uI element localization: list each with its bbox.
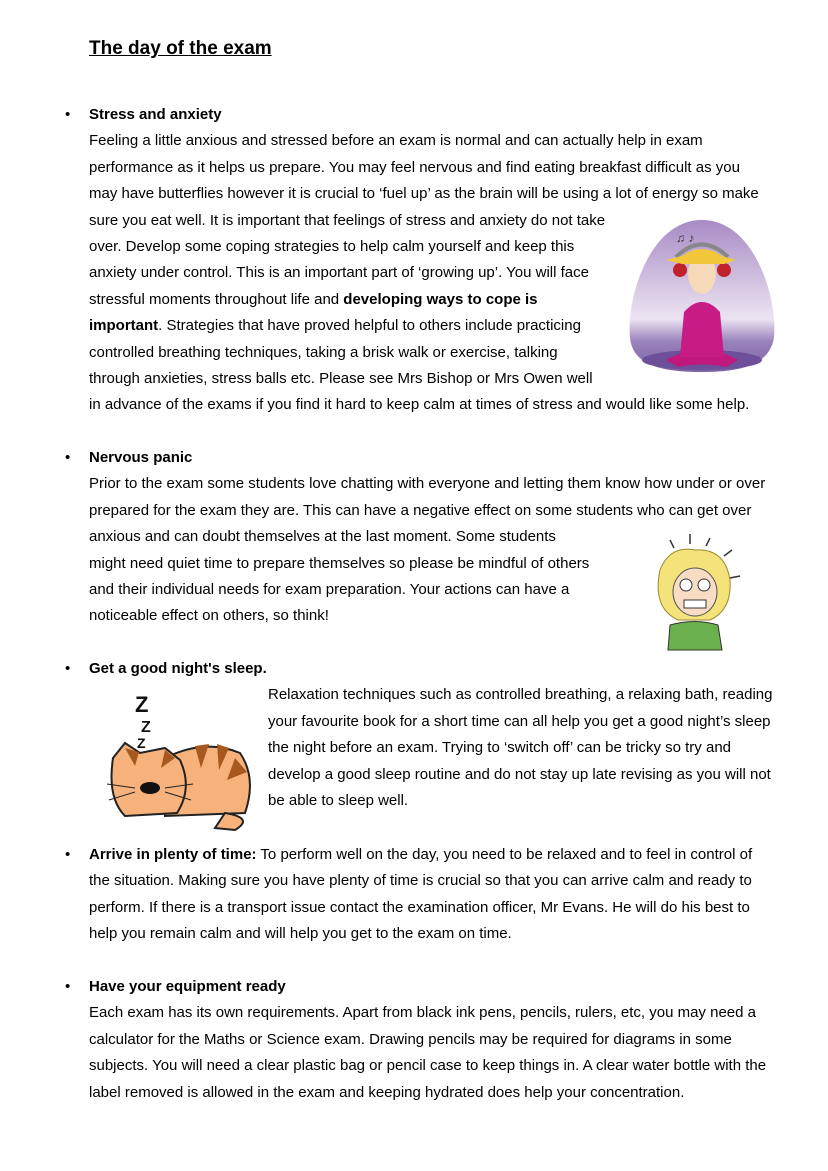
text: your favourite book for a short time can all help you get a good night’s sleep xyxy=(268,712,771,730)
text: Relaxation techniques such as controlled breathing, a relaxing bath, reading xyxy=(268,686,773,704)
text-line xyxy=(89,1053,766,1079)
text: controlled breathing techniques, taking a brisk walk or exercise, talking xyxy=(89,343,558,361)
section-heading: Nervous panic xyxy=(89,449,193,466)
text: the night before an exam. Trying to ‘switch off’ can be tricky so try and xyxy=(268,739,732,757)
svg-text:Z: Z xyxy=(137,735,146,751)
text-line xyxy=(89,498,765,524)
text-line xyxy=(89,155,759,181)
section-heading: Stress and anxiety xyxy=(89,106,222,123)
text: subjects. You will need a clear plastic bag or pencil case to keep things in. A clear water bottle with the xyxy=(89,1057,767,1075)
text: Prior to the exam some students love chatting with everyone and letting them know how under or over xyxy=(89,475,766,493)
meditating-girl-illustration xyxy=(626,212,778,377)
text-line xyxy=(89,181,759,207)
text-line xyxy=(268,682,773,708)
text: perform. If there is a transport issue contact the examination officer, Mr Evans. He will do his best to xyxy=(89,898,750,916)
text: develop a good sleep routine and do not stay up late revising as you will not xyxy=(268,765,771,783)
section-heading: Get a good night's sleep. xyxy=(89,660,267,677)
text-line xyxy=(89,895,752,921)
text: anxiety under control. This is an important part of ‘growing up’. You will face xyxy=(89,264,589,282)
svg-text:Z: Z xyxy=(135,692,149,717)
svg-text:Z: Z xyxy=(141,719,151,736)
text-line xyxy=(268,762,773,788)
text: might need quiet time to prepare themselves so please be mindful of others xyxy=(89,554,590,572)
bold-text: developing ways to cope is xyxy=(343,290,538,308)
text-line xyxy=(89,471,765,497)
text: through anxieties, stress balls etc. Please see Mrs Bishop or Mrs Owen well xyxy=(89,370,593,388)
text: stressful moments throughout life and xyxy=(89,290,344,308)
bold-text: Arrive in plenty of time: xyxy=(89,846,257,863)
text: sure you eat well. It is important that feelings of stress and anxiety do not take xyxy=(89,211,606,229)
svg-text:♫ ♪: ♫ ♪ xyxy=(676,231,695,245)
section-heading: Have your equipment ready xyxy=(89,978,286,995)
text: label removed is allowed in the exam and keeping hydrated does help your concentration. xyxy=(89,1083,685,1101)
bullet-icon: • xyxy=(65,978,71,995)
text: Feeling a little anxious and stressed before an exam is normal and can actually help in exam xyxy=(89,132,703,150)
text: . Strategies that have proved helpful to others include practicing xyxy=(158,317,581,335)
text-line xyxy=(89,392,759,418)
bold-text: important xyxy=(89,317,159,335)
text-line xyxy=(89,868,752,894)
text-line xyxy=(89,1080,766,1106)
text: Each exam has its own requirements. Apart from black ink pens, pencils, rulers, etc, you may need a xyxy=(89,1004,756,1022)
bullet-icon: • xyxy=(65,660,71,677)
sleeping-cat-illustration xyxy=(105,688,257,833)
text-line xyxy=(89,921,752,947)
text: over. Develop some coping strategies to help calm yourself and keep this xyxy=(89,238,575,256)
text-line xyxy=(268,709,773,735)
section-arrive-in-time xyxy=(65,842,753,948)
text-line xyxy=(89,842,752,868)
text-line xyxy=(268,735,773,761)
text: the situation. Making sure you have plenty of time is crucial so that you can arrive calm and ready to xyxy=(89,872,752,890)
section-equipment-ready xyxy=(65,974,767,1106)
panicked-girl-illustration xyxy=(640,530,748,652)
text-line xyxy=(268,788,773,814)
text: and their individual needs for exam preparation. Your actions can have a xyxy=(89,581,570,599)
text: be able to sleep well. xyxy=(268,792,409,810)
page-title: The day of the exam xyxy=(89,38,272,59)
text: performance as it helps us prepare. You may feel nervous and find eating breakfast difficult as you xyxy=(89,158,740,176)
text: To perform well on the day, you need to be relaxed and to feel in control of xyxy=(256,846,753,863)
text: anxious and can doubt themselves at the last moment. Some students xyxy=(89,528,556,546)
bullet-icon: • xyxy=(65,449,71,466)
text: in advance of the exams if you find it hard to keep calm at times of stress and would like some help. xyxy=(89,396,750,414)
text-line xyxy=(89,128,759,154)
text: noticeable effect on others, so think! xyxy=(89,607,329,625)
text: calculator for the Maths or Science exam. Drawing pencils may be required for diagrams in some xyxy=(89,1030,732,1048)
bullet-icon: • xyxy=(65,106,71,123)
text-line xyxy=(89,1000,766,1026)
text: help you remain calm and will help you get to the exam on time. xyxy=(89,925,512,943)
text: prepared for the exam they are. This can have a negative effect on some students who can get over xyxy=(89,501,752,519)
bullet-icon: • xyxy=(65,846,71,863)
text: may have butterflies however it is crucial to ‘fuel up’ as the brain will be using a lot of energy so make xyxy=(89,185,759,203)
text-line xyxy=(89,1027,766,1053)
